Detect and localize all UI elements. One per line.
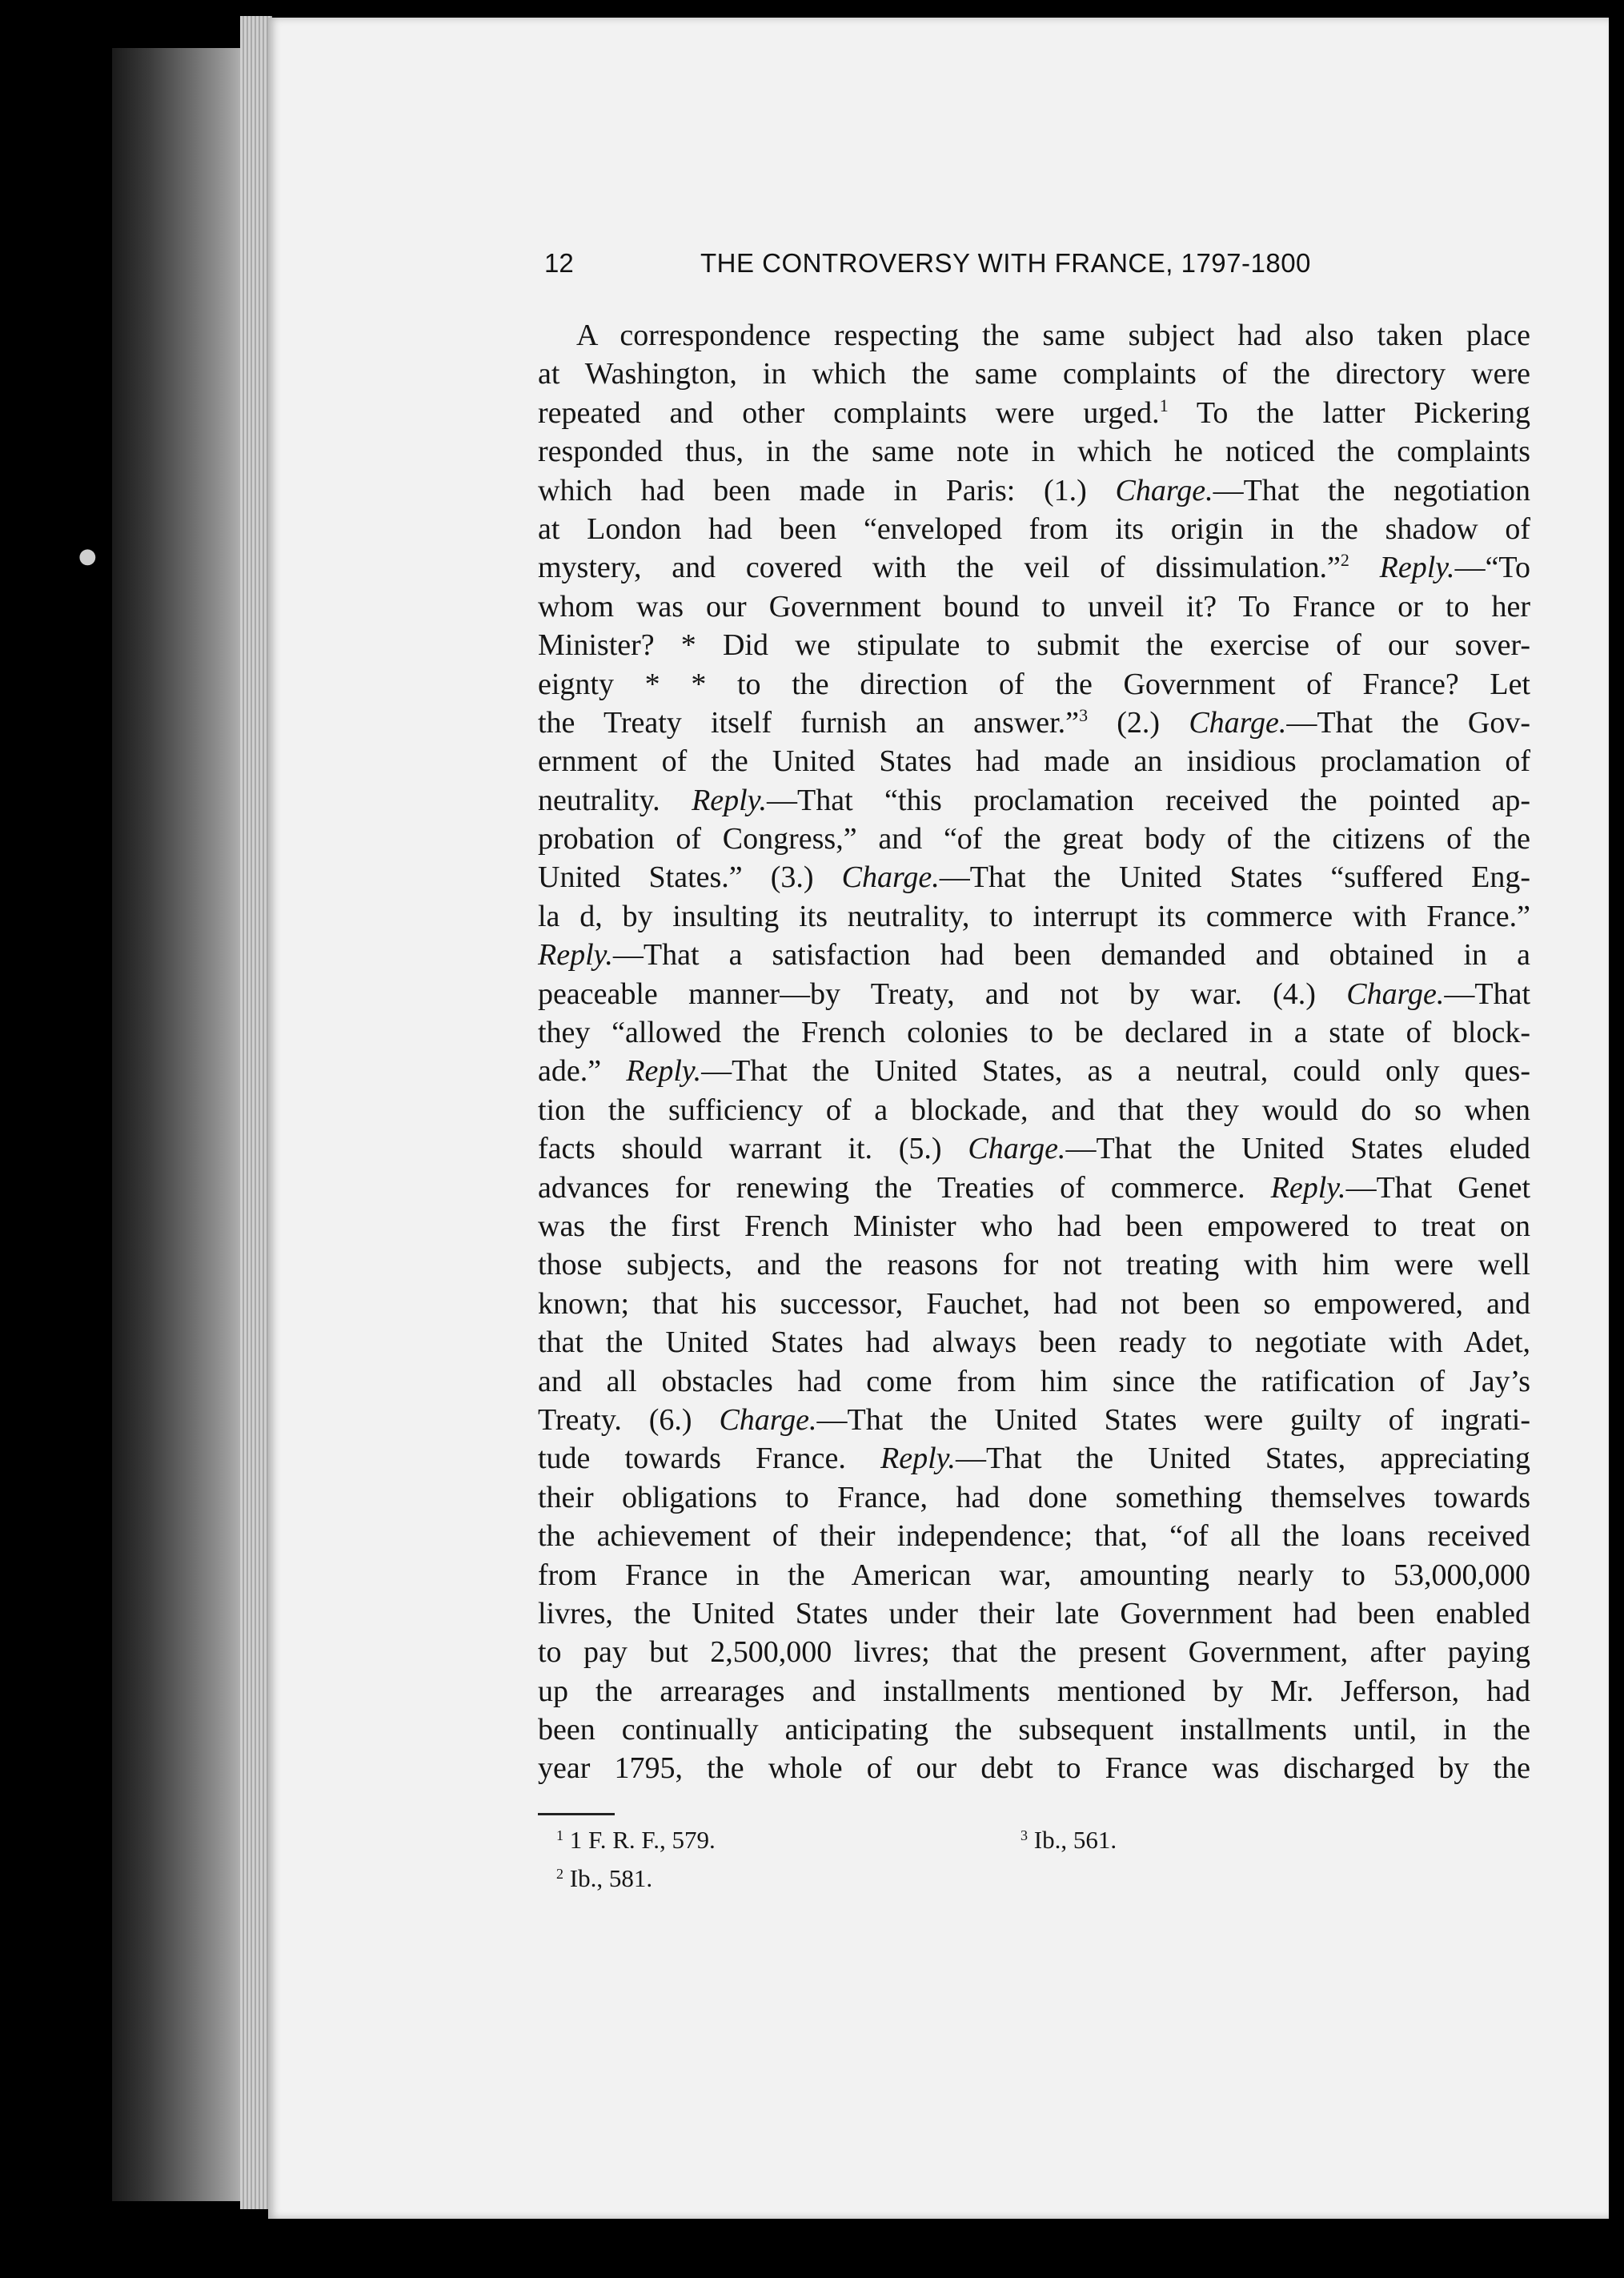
book-spine-shadow [112,48,256,2201]
running-header [544,248,1373,288]
footnote-rule [538,1813,615,1815]
text-line: been continually anticipating the subsequent installments until, in the [538,1713,1530,1747]
text-line: at Washington, in which the same complaints of the directory were [538,357,1530,391]
text-line: which had been made in Paris: (1.) Charge.—That the negotiation [538,473,1530,507]
running-title: THE CONTROVERSY WITH FRANCE, 1797-1800 [700,248,1311,278]
text-line: Treaty. (6.) Charge.—That the United States were guilty of ingrati- [538,1402,1530,1437]
scan-speck: ● [78,544,97,568]
text-line: peaceable manner—by Treaty, and not by war. (4.) Charge.—That [538,977,1531,1011]
footnote-3: $^3$ Ib., 561. [1021,1826,1117,1854]
text-line: la d, by insulting its neutrality, to interrupt its commerce with France.” [538,899,1530,933]
text-line: Reply.—That a satisfaction had been demanded and obtained in a [538,938,1530,973]
text-line: from France in the American war, amounting nearly to 53,000,000 [538,1558,1530,1592]
text-line: responded thus, in the same note in which he noticed the complaints [538,435,1530,469]
footnote-2: $^2$ Ib., 581. [556,1864,653,1892]
text-line: repeated and other complaints were urged.$^1$ To the latter Pickering [538,395,1530,430]
footnote-1: $^1$ 1 F. R. F., 579. [556,1826,716,1854]
text-line: probation of Congress,” and “of the great body of the citizens of the [538,822,1530,856]
text-line: United States.” (3.) Charge.—That the United States “suffered Eng- [538,860,1530,895]
text-line: the Treaty itself furnish an answer.”$^3$ (2.) Charge.—That the Gov- [538,704,1531,740]
text-line: to pay but 2,500,000 livres; that the present Government, after paying [538,1635,1530,1670]
footnote-ref: 2 [1340,550,1349,571]
footnote-ref: 3 [1079,704,1089,725]
text-line: the achievement of their independence; that, “of all the loans received [538,1519,1530,1554]
text-line: A correspondence respecting the same subject had also taken place [576,319,1530,352]
text-line: known; that his successor, Fauchet, had not been so empowered, and [538,1286,1530,1321]
text-line: that the United States had always been ready to negotiate with Adet, [538,1325,1530,1360]
text-line: at London had been “enveloped from its origin in the shadow of [538,511,1530,546]
text-line: and all obstacles had come from him since the ratification of Jay’s [538,1364,1530,1398]
text-line: ernment of the United States had made an insidious proclamation of [538,744,1530,779]
text-line: their obligations to France, had done something themselves towards [538,1480,1530,1514]
body-text [538,316,1530,1788]
text-line: tion the sufficiency of a blockade, and that they would do so when [538,1093,1530,1127]
text-line: was the first French Minister who had been empowered to treat on [538,1209,1530,1243]
text-line: year 1795, the whole of our debt to France was discharged by the [538,1751,1530,1786]
text-line: advances for renewing the Treaties of commerce. Reply.—That Genet [538,1170,1531,1205]
text-line: neutrality. Reply.—That “this proclamation received the pointed ap- [538,783,1530,817]
text-line: ade.” Reply.—That the United States, as a neutral, could only ques- [538,1054,1530,1089]
text-line: whom was our Government bound to unveil it? To France or to her [538,589,1530,624]
text-line: eignty * * to the direction of the Government of France? Let [538,667,1530,701]
page-edges [240,16,272,2209]
page-number: 12 [544,248,574,278]
text-line: tude towards France. Reply.—That the United States, appreciating [538,1442,1531,1476]
text-line: facts should warrant it. (5.) Charge.—That the United States eluded [538,1132,1531,1166]
text-line: they “allowed the French colonies to be declared in a state of block- [538,1016,1530,1050]
text-line: Minister? * Did we stipulate to submit the exercise of our sover- [538,628,1530,663]
text-line: up the arrearages and installments mentioned by Mr. Jefferson, had [538,1674,1530,1708]
footnote-ref: 1 [1159,395,1169,415]
text-line: those subjects, and the reasons for not treating with him were well [538,1248,1530,1282]
text-line: livres, the United States under their late Government had been enabled [538,1596,1530,1630]
text-line: mystery, and covered with the veil of dissimulation.”$^2$ Reply.—“To [538,550,1530,585]
